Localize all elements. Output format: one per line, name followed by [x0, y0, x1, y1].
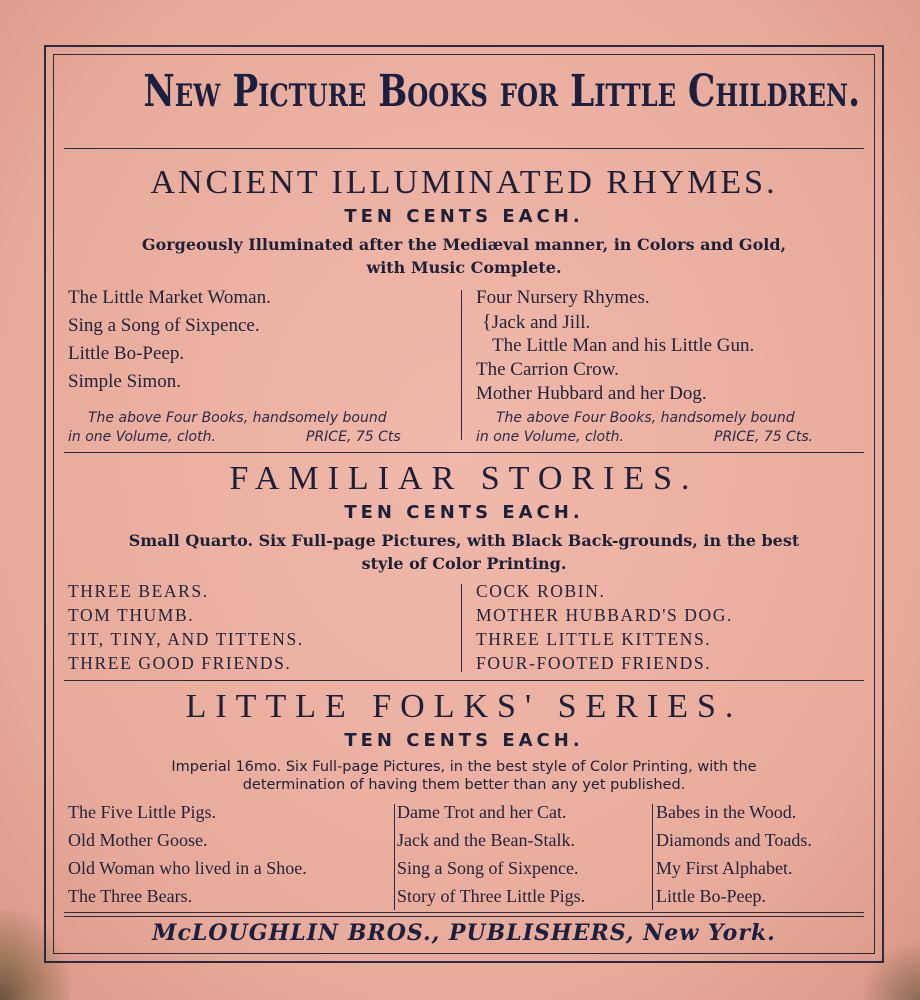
list-item: Dame Trot and her Cat. — [397, 802, 567, 822]
book-list-col2 — [397, 798, 585, 910]
list-item: The Five Little Pigs. — [68, 802, 216, 822]
section-description-folks: Imperial 16mo. Six Full-page Pictures, in the best style of Color Printing, with the — [171, 759, 757, 775]
book-list-col3 — [656, 798, 812, 910]
binding-note-right: in one Volume, cloth. — [476, 429, 624, 445]
list-item: Old Mother Goose. — [68, 830, 208, 850]
list-item: Jack and the Bean-Stalk. — [397, 830, 575, 850]
book-list-left — [68, 579, 304, 675]
column-divider — [461, 584, 462, 672]
section-description-folks: determination of having them better than any yet published. — [242, 777, 686, 793]
list-item: Diamonds and Toads. — [656, 830, 812, 850]
list-item: The Three Bears. — [68, 886, 193, 906]
list-item: THREE BEARS. — [68, 581, 209, 601]
list-item: The Carrion Crow. — [476, 359, 619, 380]
list-item: The Little Market Woman. — [68, 287, 271, 308]
book-list-left — [68, 284, 271, 396]
section-description-rhymes: Gorgeously Illuminated after the Mediæval manner, in Colors and Gold, — [141, 235, 787, 254]
list-item: Story of Three Little Pigs. — [397, 886, 586, 906]
publisher-imprint: McLOUGHLIN BROS., PUBLISHERS, New York. — [152, 920, 776, 946]
list-item: THREE LITTLE KITTENS. — [476, 629, 712, 649]
list-item: COCK ROBIN. — [476, 581, 606, 601]
divider — [64, 148, 864, 149]
list-item: The Little Man and his Little Gun. — [492, 335, 755, 356]
list-item: My First Alphabet. — [656, 858, 793, 878]
list-item: Simple Simon. — [68, 371, 181, 392]
binding-note-left: in one Volume, cloth. — [68, 429, 216, 445]
list-item: Babes in the Wood. — [656, 802, 797, 822]
list-item: Sing a Song of Sixpence. — [68, 315, 260, 336]
list-item: Little Bo-Peep. — [656, 886, 766, 906]
list-item: {Jack and Jill. — [482, 311, 591, 333]
binding-price-left: PRICE, 75 Cts — [306, 429, 401, 445]
section-description-stories: Small Quarto. Six Full-page Pictures, with Black Back-grounds, in the best — [128, 531, 800, 550]
section-description-stories: style of Color Printing. — [361, 554, 567, 573]
page-title: New Picture Books for Little Children. — [143, 66, 861, 117]
list-item: TIT, TINY, AND TITTENS. — [68, 629, 304, 649]
section-description-rhymes: with Music Complete. — [366, 258, 562, 277]
list-item: FOUR-FOOTED FRIENDS. — [476, 653, 712, 673]
list-item: Sing a Song of Sixpence. — [397, 858, 579, 878]
binding-note-left: The above Four Books, handsomely bound — [88, 410, 387, 426]
section-price-folks: TEN CENTS EACH. — [344, 730, 584, 751]
divider — [64, 912, 864, 917]
book-list-right — [476, 579, 733, 675]
column-divider — [461, 290, 462, 440]
section-title-rhymes: ANCIENT ILLUMINATED RHYMES. — [150, 164, 778, 201]
list-item: MOTHER HUBBARD'S DOG. — [476, 605, 733, 625]
list-item: Mother Hubbard and her Dog. — [476, 383, 707, 404]
list-item: Little Bo-Peep. — [68, 343, 185, 364]
book-list-right — [476, 286, 754, 406]
divider — [64, 680, 864, 681]
list-item: THREE GOOD FRIENDS. — [68, 653, 292, 673]
divider — [64, 452, 864, 453]
brace-icon: { — [482, 311, 492, 333]
binding-note-right: The above Four Books, handsomely bound — [496, 410, 795, 426]
list-item: TOM THUMB. — [68, 605, 195, 625]
section-title-stories: FAMILIAR STORIES. — [229, 460, 699, 497]
section-price-rhymes: TEN CENTS EACH. — [344, 206, 584, 227]
column-divider — [652, 804, 653, 910]
binding-price-right: PRICE, 75 Cts. — [714, 429, 814, 445]
list-item: Old Woman who lived in a Shoe. — [68, 858, 307, 878]
section-title-folks: LITTLE FOLKS' SERIES. — [185, 688, 743, 725]
list-item: Four Nursery Rhymes. — [476, 287, 650, 308]
section-price-stories: TEN CENTS EACH. — [344, 502, 584, 523]
column-divider — [394, 804, 395, 910]
book-list-col1 — [68, 798, 307, 910]
